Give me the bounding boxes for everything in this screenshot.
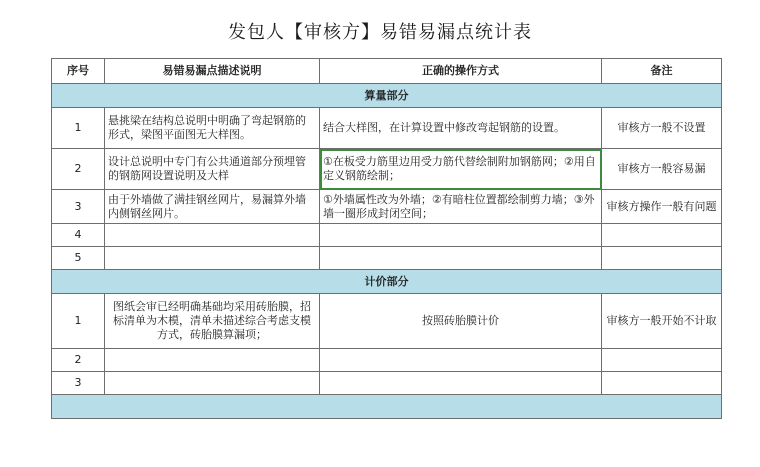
row-num[interactable]: 1: [52, 108, 105, 149]
row-desc[interactable]: 设计总说明中专门有公共通道部分预埋管的钢筋网设置说明及大样: [105, 149, 320, 190]
row-num[interactable]: 2: [52, 349, 105, 372]
header-desc[interactable]: 易错易漏点描述说明: [105, 59, 320, 84]
table-row: [52, 190, 722, 224]
row-desc[interactable]: [105, 247, 320, 270]
table-row: [52, 224, 722, 247]
row-note[interactable]: [602, 224, 722, 247]
row-desc[interactable]: 悬挑梁在结构总说明中明确了弯起钢筋的形式，梁图平面图无大样图。: [105, 108, 320, 149]
error-statistics-table: [51, 58, 722, 419]
row-note[interactable]: [602, 349, 722, 372]
row-method-selected-cell[interactable]: ①在板受力筋里边用受力筋代替绘制附加钢筋网；②用自定义钢筋绘制；: [320, 149, 602, 190]
row-method[interactable]: [320, 372, 602, 395]
row-note[interactable]: 审核方操作一般有问题: [602, 190, 722, 224]
table-row: [52, 349, 722, 372]
row-num[interactable]: 3: [52, 372, 105, 395]
table-row: [52, 149, 722, 190]
header-note[interactable]: 备注: [602, 59, 722, 84]
row-note[interactable]: [602, 372, 722, 395]
row-desc[interactable]: 由于外墙做了满挂钢丝网片，易漏算外墙内侧钢丝网片。: [105, 190, 320, 224]
section-label-pricing[interactable]: 计价部分: [52, 270, 722, 294]
footer-bar[interactable]: [52, 395, 722, 419]
row-desc[interactable]: [105, 372, 320, 395]
row-method[interactable]: [320, 224, 602, 247]
section-row-pricing: [52, 270, 722, 294]
row-note[interactable]: [602, 247, 722, 270]
row-method[interactable]: 按照砖胎膜计价: [320, 294, 602, 349]
row-desc[interactable]: [105, 224, 320, 247]
header-row: [52, 59, 722, 84]
row-method[interactable]: [320, 349, 602, 372]
table-row: [52, 372, 722, 395]
header-method[interactable]: 正确的操作方式: [320, 59, 602, 84]
row-desc[interactable]: [105, 349, 320, 372]
row-method[interactable]: 结合大样图，在计算设置中修改弯起钢筋的设置。: [320, 108, 602, 149]
row-method[interactable]: ①外墙属性改为外墙；②有暗柱位置都绘制剪力墙；③外墙一圈形成封闭空间；: [320, 190, 602, 224]
row-num[interactable]: 5: [52, 247, 105, 270]
row-num[interactable]: 1: [52, 294, 105, 349]
row-num[interactable]: 3: [52, 190, 105, 224]
header-num[interactable]: 序号: [52, 59, 105, 84]
row-note[interactable]: 审核方一般容易漏: [602, 149, 722, 190]
row-num[interactable]: 2: [52, 149, 105, 190]
table-row: [52, 247, 722, 270]
table-row: [52, 108, 722, 149]
footer-row: [52, 395, 722, 419]
row-note[interactable]: 审核方一般不设置: [602, 108, 722, 149]
section-row-quantity: [52, 84, 722, 108]
sheet-title: 发包人【审核方】易错易漏点统计表: [228, 22, 532, 43]
row-desc[interactable]: 图纸会审已经明确基础均采用砖胎膜，招标清单为木模，清单未描述综合考虑支模方式，砖胎膜算漏项；: [105, 294, 320, 349]
row-num[interactable]: 4: [52, 224, 105, 247]
table-row: [52, 294, 722, 349]
row-note[interactable]: 审核方一般开始不计取: [602, 294, 722, 349]
section-label-quantity[interactable]: 算量部分: [52, 84, 722, 108]
row-method[interactable]: [320, 247, 602, 270]
